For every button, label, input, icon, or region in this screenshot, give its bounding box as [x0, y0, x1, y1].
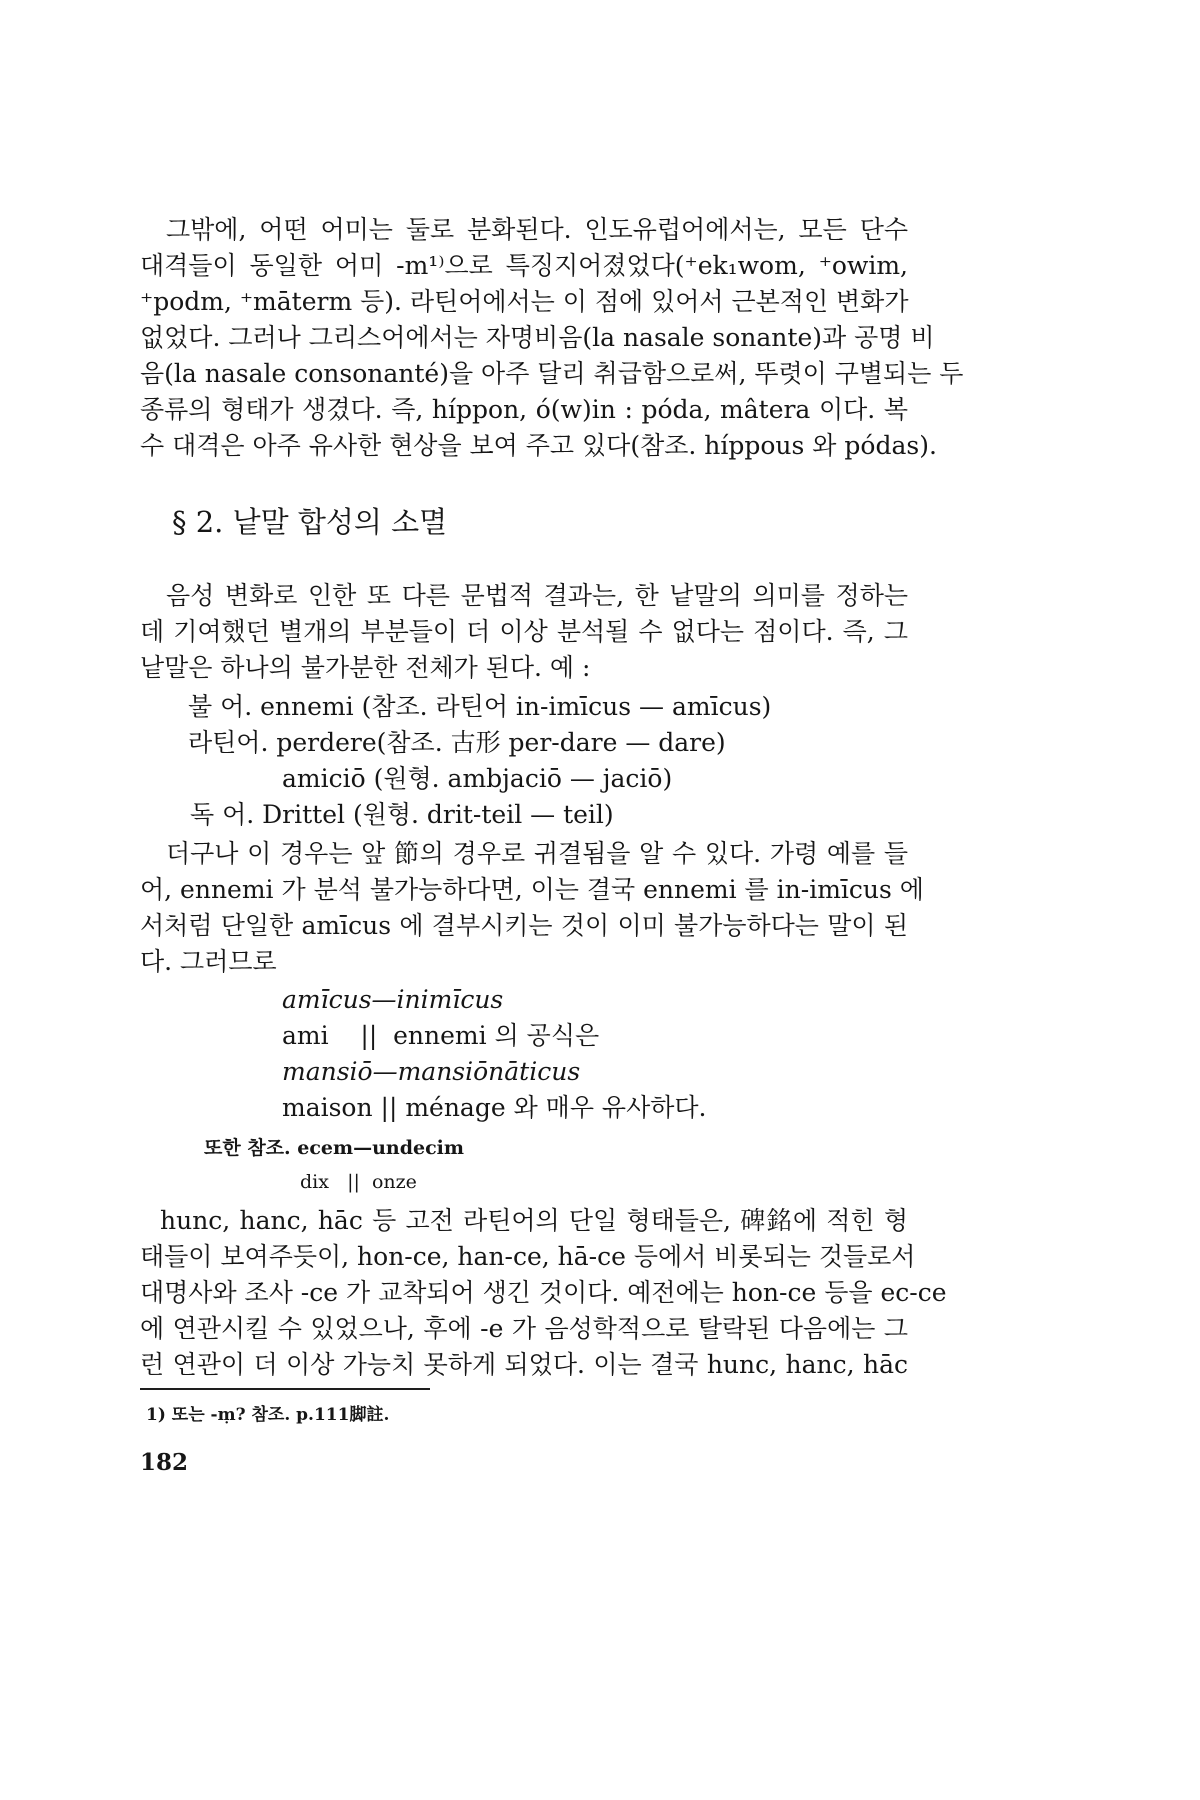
text-line: 서처럼 단일한 amīcus 에 결부시키는 것이 이미 불가능하다는 말이 된	[140, 911, 908, 940]
footnote-rule	[140, 1388, 430, 1390]
example-line: 불 어. ennemi (참조. 라틴어 in-imīcus — amīcus)	[188, 692, 772, 721]
page-number: 182	[140, 1449, 189, 1476]
text-line: 없었다. 그러나 그리스어에서는 자명비음(la nasale sonante)과 공명 비	[140, 323, 935, 352]
text-line: 런 연관이 더 이상 가능치 못하게 되었다. 이는 결국 hunc, hanc, hāc	[140, 1350, 908, 1379]
text-line: 더구나 이 경우는 앞 節의 경우로 귀결됨을 알 수 있다. 가령 예를 들	[166, 839, 908, 868]
text-line: 수 대격은 아주 유사한 현상을 보여 주고 있다(참조. híppous 와 pódas).	[140, 431, 937, 460]
example-line: 독 어. Drittel (원형. drit-teil — teil)	[190, 800, 614, 829]
text-line: hunc, hanc, hāc 등 고전 라틴어의 단일 형태들은, 碑銘에 적힌 형	[160, 1206, 908, 1235]
footnote: 1) 또는 -ṃ? 참조. p.111脚註.	[146, 1405, 390, 1425]
example-line: 라틴어. perdere(참조. 古形 per-dare — dare)	[188, 728, 726, 757]
text-line: 낱말은 하나의 불가분한 전체가 된다. 예 :	[140, 653, 591, 682]
text-line: 음(la nasale consonanté)을 아주 달리 취급함으로써, 뚜렷이 구별되는 두	[140, 359, 964, 388]
formula-line: ami || ennemi 의 공식은	[282, 1021, 600, 1050]
text-line: 대격들이 동일한 어미 -m¹⁾으로 특징지어졌었다(⁺ek₁wom, ⁺owim,	[140, 251, 908, 280]
text-line: ⁺podm, ⁺māterm 등). 라틴어에서는 이 점에 있어서 근본적인 변화가	[140, 287, 909, 316]
formula-line: amīcus—inimīcus	[282, 985, 504, 1014]
text-line: 종류의 형태가 생겼다. 즉, híppon, ó(w)in : póda, mâtera 이다. 복	[140, 395, 908, 424]
formula-line: mansiō—mansiōnāticus	[282, 1057, 581, 1086]
text-line: 데 기여했던 별개의 부분들이 더 이상 분석될 수 없다는 점이다. 즉, 그	[140, 617, 908, 646]
section-heading: § 2. 낱말 합성의 소멸	[172, 505, 448, 539]
text-line: 다. 그러므로	[140, 947, 277, 976]
text-line: 에 연관시킬 수 있었으나, 후에 -e 가 음성학적으로 탈락된 다음에는 그	[140, 1314, 908, 1343]
text-line: 그밖에, 어떤 어미는 둘로 분화된다. 인도유럽어에서는, 모든 단수	[166, 215, 908, 244]
compare-line: 또한 참조. ecem—undecim	[204, 1137, 465, 1159]
text-line: 태들이 보여주듯이, hon-ce, han-ce, hā-ce 등에서 비롯되는 것들로서	[140, 1242, 916, 1271]
formula-line: maison || ménage 와 매우 유사하다.	[282, 1093, 707, 1122]
text-line: 대명사와 조사 -ce 가 교착되어 생긴 것이다. 예전에는 hon-ce 등을 ec-ce	[140, 1278, 947, 1307]
compare-line: dix || onze	[300, 1171, 417, 1193]
text-line: 어, ennemi 가 분석 불가능하다면, 이는 결국 ennemi 를 in-imīcus 에	[140, 875, 924, 904]
example-line: amiciō (원형. ambjaciō — jaciō)	[282, 764, 673, 793]
text-line: 음성 변화로 인한 또 다른 문법적 결과는, 한 낱말의 의미를 정하는	[166, 581, 908, 610]
